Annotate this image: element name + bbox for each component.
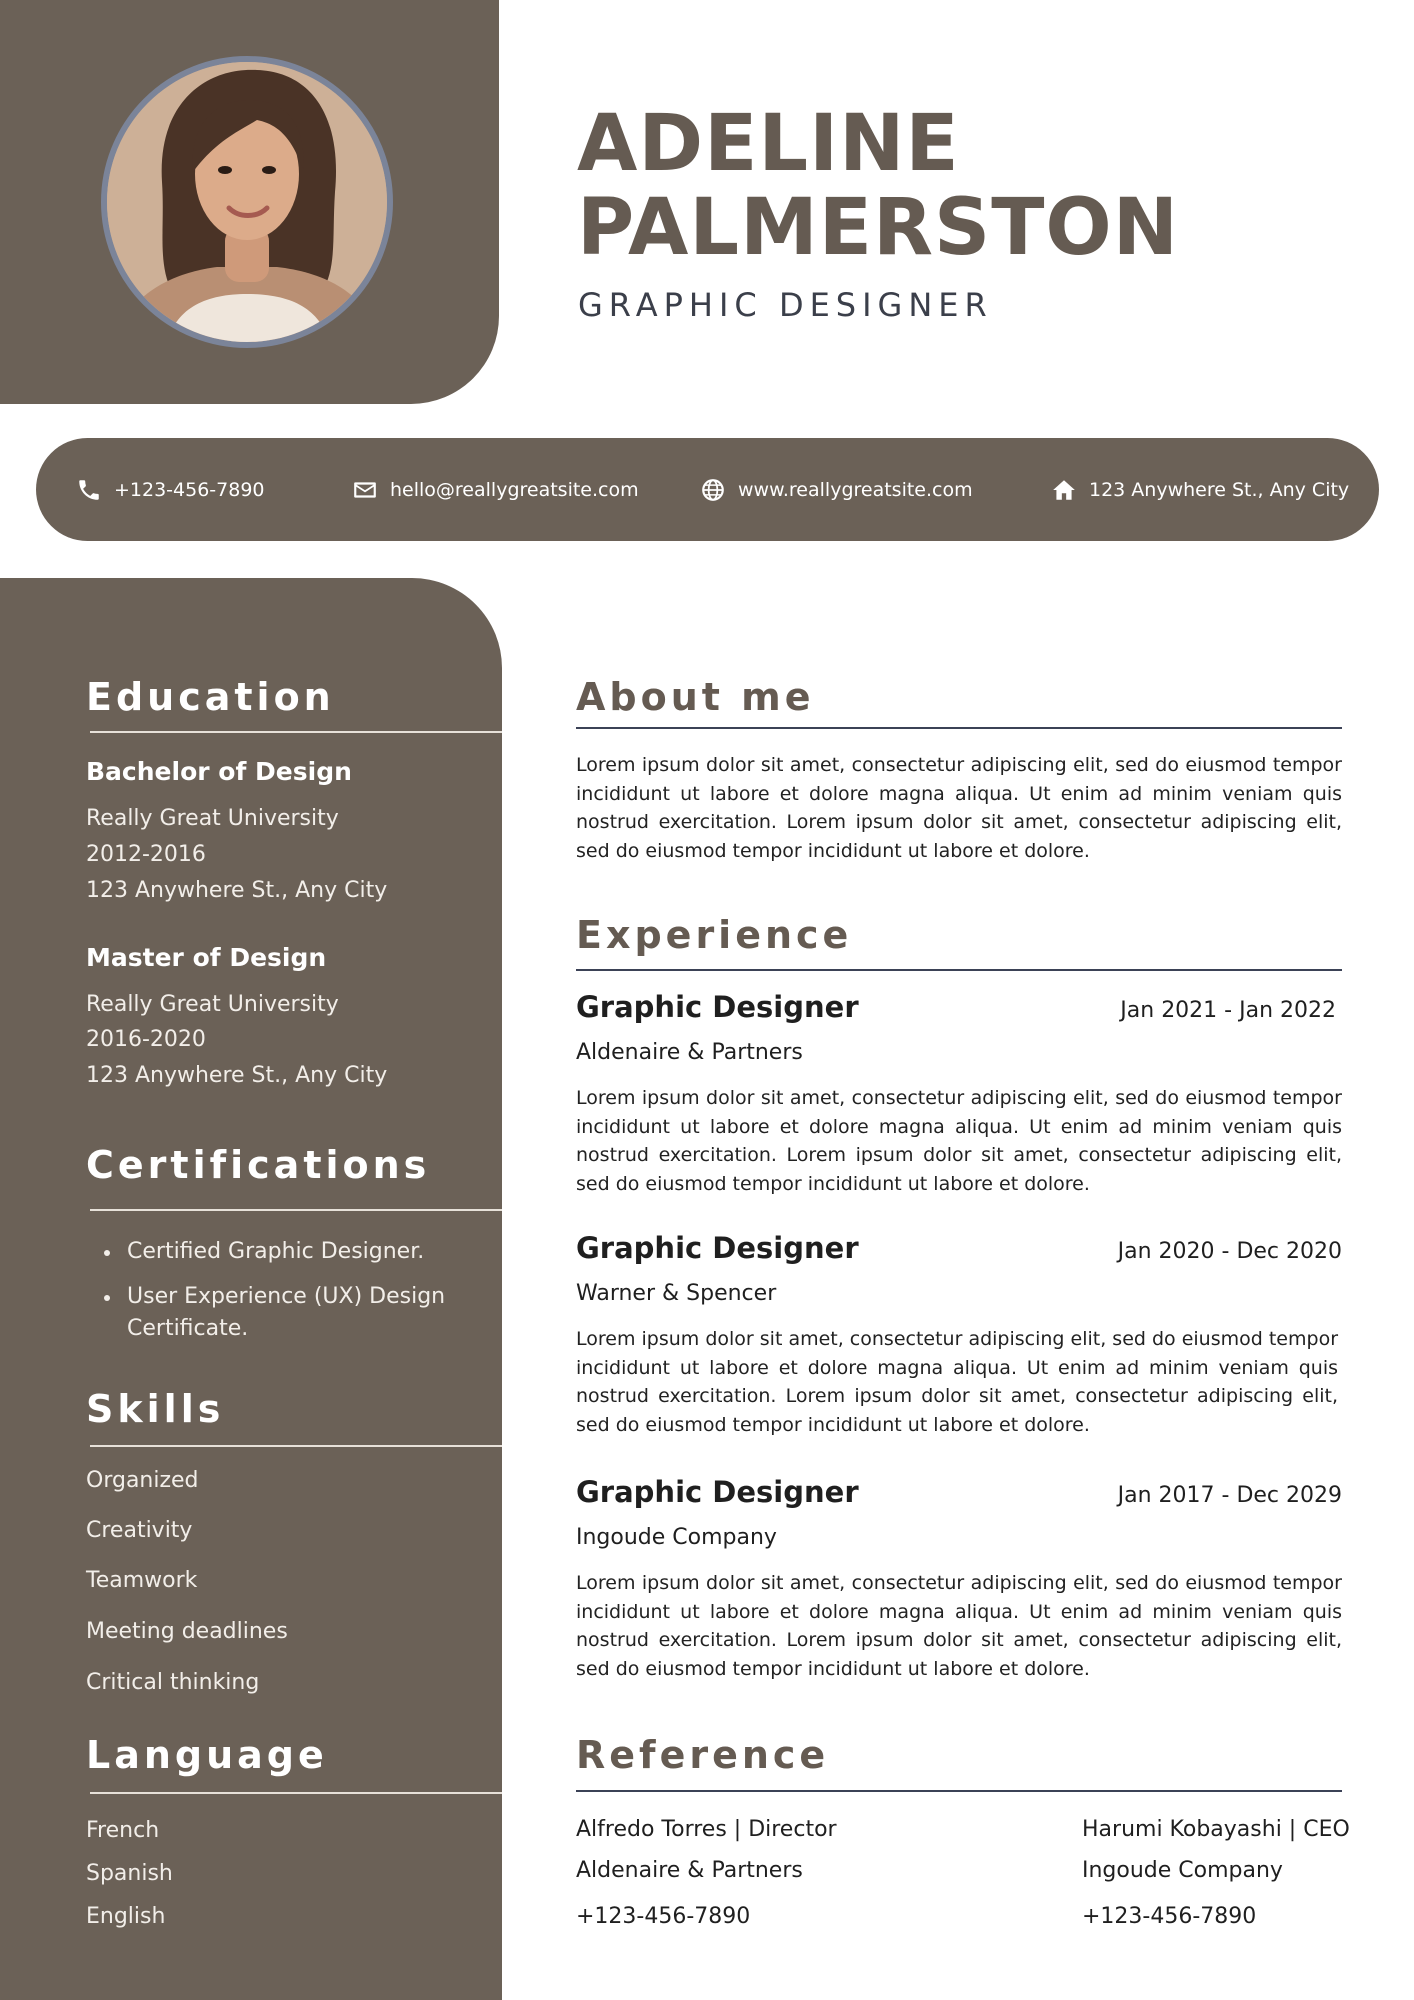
contact-bar [36,438,1379,541]
reference-company: Ingoude Company [1082,1858,1283,1883]
contact-email-text: hello@reallygreatsite.com [390,478,639,501]
contact-phone-text: +123-456-7890 [114,478,265,501]
contact-address-text: 123 Anywhere St., Any City [1089,478,1350,501]
experience-dates: Jan 2021 - Jan 2022 [1120,998,1336,1023]
experience-company: Warner & Spencer [576,1281,777,1306]
contact-phone[interactable] [76,438,265,541]
reference-phone: +123-456-7890 [576,1904,751,1929]
phone-icon [76,477,102,503]
contact-website[interactable] [700,438,973,541]
education-address: 123 Anywhere St., Any City [86,1063,388,1088]
certification-item-continued: Certificate. [127,1316,249,1341]
experience-title: Graphic Designer [576,1475,859,1509]
about-rule [576,727,1342,729]
education-degree: Bachelor of Design [86,757,352,786]
language-item: Spanish [86,1861,173,1886]
language-rule [90,1792,502,1794]
skills-rule [90,1445,502,1447]
education-years: 2012-2016 [86,842,206,867]
experience-rule [576,969,1342,971]
experience-dates: Jan 2020 - Dec 2020 [1117,1239,1342,1264]
experience-company: Aldenaire & Partners [576,1040,803,1065]
skill-item: Organized [86,1468,199,1493]
reference-company: Aldenaire & Partners [576,1858,803,1883]
mail-icon [352,477,378,503]
experience-title: Graphic Designer [576,1231,859,1265]
bullet-dot [104,1250,110,1256]
education-degree: Master of Design [86,943,327,972]
contact-email[interactable] [352,438,639,541]
bullet-dot [104,1295,110,1301]
reference-rule [576,1790,1342,1792]
job-title: GRAPHIC DESIGNER [578,286,993,324]
portrait-illustration [107,62,387,342]
globe-icon [700,477,726,503]
reference-name: Alfredo Torres | Director [576,1817,837,1842]
contact-address [1051,438,1349,541]
experience-description: Lorem ipsum dolor sit amet, consectetur adipiscing elit, sed do eiusmod tempor incididunt ut labore et dolore magna aliqua. Ut enim ad minim veniam quis nostrud exercitation. Lorem ipsum dolor sit amet, consectetur adipiscing elit, sed do eiusmod tempor incididunt ut labore et dolore. [576,1328,1339,1436]
experience-dates: Jan 2017 - Dec 2029 [1117,1483,1342,1508]
skill-item: Critical thinking [86,1670,260,1695]
language-item: English [86,1904,166,1929]
name-last: PALMERSTON [577,183,1180,273]
skill-item: Teamwork [86,1568,198,1593]
experience-title: Graphic Designer [576,990,859,1024]
experience-heading: Experience [576,913,853,957]
name-first: ADELINE [577,99,960,189]
education-school: Really Great University [86,806,339,831]
certifications-rule [90,1209,502,1211]
education-heading: Education [86,675,335,719]
education-years: 2016-2020 [86,1027,206,1052]
about-text: Lorem ipsum dolor sit amet, consectetur adipiscing elit, sed do eiusmod tempor incididunt ut labore et dolore magna aliqua. Ut enim ad minim veniam quis nostrud exercitation. Lorem ipsum dolor sit amet, consectetur adipiscing elit, sed do eiusmod tempor incididunt ut labore et dolore. [576,754,1342,862]
experience-description: Lorem ipsum dolor sit amet, consectetur adipiscing elit, sed do eiusmod tempor incididunt ut labore et dolore magna aliqua. Ut enim ad minim veniam quis nostrud exercitation. Lorem ipsum dolor sit amet, consectetur adipiscing elit, sed do eiusmod tempor incididunt ut labore et dolore. [576,1087,1342,1195]
education-address: 123 Anywhere St., Any City [86,878,388,903]
contact-website-text: www.reallygreatsite.com [738,478,973,501]
reference-phone: +123-456-7890 [1082,1904,1257,1929]
certification-item: Certified Graphic Designer. [127,1239,425,1264]
home-icon [1051,477,1077,503]
reference-heading: Reference [576,1733,830,1777]
experience-description: Lorem ipsum dolor sit amet, consectetur adipiscing elit, sed do eiusmod tempor incididunt ut labore et dolore magna aliqua. Ut enim ad minim veniam quis nostrud exercitation. Lorem ipsum dolor sit amet, consectetur adipiscing elit, sed do eiusmod tempor incididunt ut labore et dolore. [576,1572,1342,1680]
certifications-heading: Certifications [86,1143,431,1187]
experience-company: Ingoude Company [576,1525,777,1550]
language-item: French [86,1818,160,1843]
about-heading: About me [576,675,815,719]
skill-item: Creativity [86,1518,193,1543]
avatar [101,56,393,348]
skills-heading: Skills [86,1387,225,1431]
education-rule [90,731,502,733]
skill-item: Meeting deadlines [86,1619,288,1644]
language-heading: Language [86,1733,328,1777]
reference-name: Harumi Kobayashi | CEO [1082,1817,1350,1842]
certification-item: User Experience (UX) Design [127,1284,446,1309]
education-school: Really Great University [86,992,339,1017]
